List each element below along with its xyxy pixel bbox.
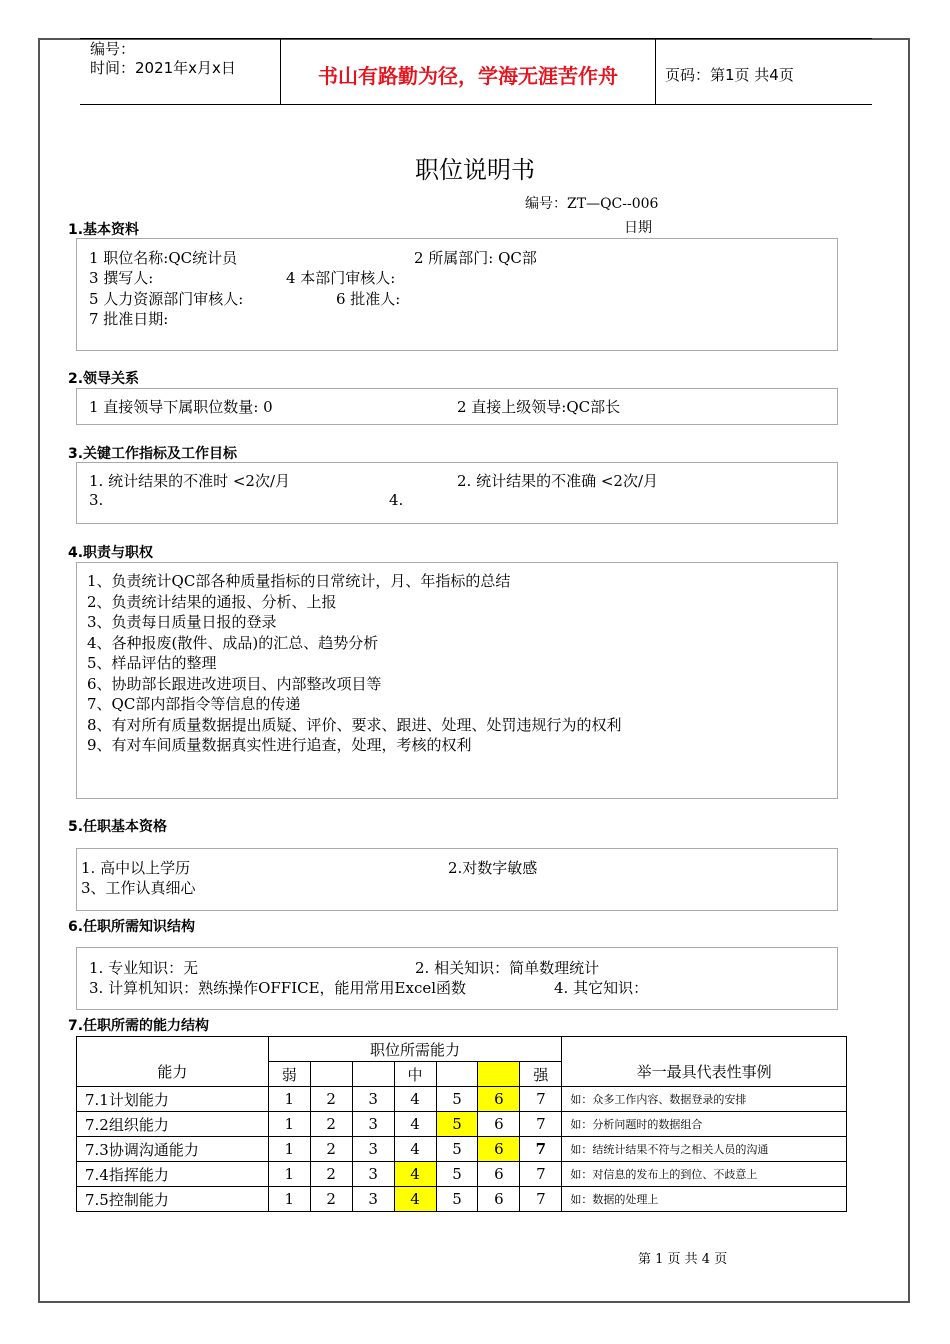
- knowledge-item: 3. 计算机知识：熟练操作OFFICE，能用常用Excel函数: [89, 979, 467, 997]
- level-cell: 7: [520, 1187, 562, 1212]
- scale-mid: 中: [394, 1062, 436, 1087]
- level-cell: 2: [310, 1187, 352, 1212]
- level-cell: 7: [520, 1137, 562, 1162]
- level-cell: 5: [436, 1112, 478, 1137]
- ability-row: [77, 1087, 847, 1112]
- ability-example: 如：对信息的发布上的到位、不歧意上: [562, 1162, 847, 1187]
- ability-name: 7.5控制能力: [77, 1187, 269, 1212]
- level-cell: 7: [520, 1087, 562, 1112]
- level-cell: 6: [478, 1162, 520, 1187]
- level-cell: 2: [310, 1112, 352, 1137]
- header-divider: [280, 38, 281, 104]
- level-cell: 6: [478, 1112, 520, 1137]
- ability-example: 如：众多工作内容、数据登录的安排: [562, 1087, 847, 1112]
- header-left: [90, 40, 236, 78]
- date-label: 日期: [624, 220, 652, 236]
- duty-item: 4、各种报废(散件、成品)的汇总、趋势分析: [87, 634, 379, 652]
- basic-info-box: [76, 238, 838, 351]
- ability-column-header: 能力: [77, 1037, 269, 1087]
- level-cell: 4: [394, 1087, 436, 1112]
- duty-item: 5、样品评估的整理: [87, 654, 217, 672]
- header-bottom-rule: [80, 104, 872, 105]
- kpi-box: [76, 462, 838, 524]
- ability-table: [76, 1036, 847, 1212]
- header-page-info: 页码：第1页 共4页: [665, 66, 794, 84]
- header-divider: [655, 38, 656, 104]
- level-cell: 1: [268, 1187, 310, 1212]
- ability-name: 7.3协调沟通能力: [77, 1137, 269, 1162]
- level-cell: 1: [268, 1162, 310, 1187]
- level-cell: 3: [352, 1112, 394, 1137]
- level-cell: 5: [436, 1162, 478, 1187]
- duty-item: 2、负责统计结果的通报、分析、上报: [87, 593, 337, 611]
- kpi-item: 4.: [389, 491, 404, 509]
- qualification-item: 1. 高中以上学历: [81, 859, 191, 877]
- duty-item: 3、负责每日质量日报的登录: [87, 613, 277, 631]
- position-name: 1 职位名称:QC统计员: [89, 249, 238, 267]
- duty-item: 8、有对所有质量数据提出质疑、评价、要求、跟进、处理、处罚违规行为的权利: [87, 716, 622, 734]
- ability-row: [77, 1137, 847, 1162]
- level-cell: 7: [520, 1162, 562, 1187]
- dept-reviewer: 4 本部门审核人:: [286, 269, 396, 287]
- qualification-item: 3、工作认真细心: [81, 879, 196, 897]
- knowledge-item: 2. 相关知识：简单数理统计: [415, 959, 600, 977]
- section-heading-duties: 4.职责与职权: [68, 545, 154, 561]
- level-cell: 5: [436, 1137, 478, 1162]
- scale-weak: 弱: [268, 1062, 310, 1087]
- level-cell: 4: [394, 1187, 436, 1212]
- level-cell: 4: [394, 1137, 436, 1162]
- number-label: 编号：: [90, 40, 136, 58]
- approval-date: 7 批准日期:: [89, 310, 169, 328]
- level-cell: 3: [352, 1087, 394, 1112]
- ability-row: [77, 1187, 847, 1212]
- footer-page-number: 第 1 页 共 4 页: [638, 1252, 728, 1267]
- section-heading-basic-info: 1.基本资料: [68, 222, 140, 238]
- direct-subordinates: 1 直接领导下属职位数量: 0: [89, 398, 273, 416]
- table-header-row: [77, 1037, 847, 1062]
- ability-example: 如：结统计结果不符与之相关人员的沟通: [562, 1137, 847, 1162]
- section-heading-leadership: 2.领导关系: [68, 371, 140, 387]
- kpi-item: 3.: [89, 491, 104, 509]
- duty-item: 7、QC部内部指令等信息的传递: [87, 695, 301, 713]
- level-cell: 6: [478, 1187, 520, 1212]
- document-number: 编号：ZT—QC--006: [525, 196, 659, 212]
- level-cell: 7: [520, 1112, 562, 1137]
- kpi-item: 2. 统计结果的不准确 <2次/月: [457, 472, 659, 490]
- section-heading-abilities: 7.任职所需的能力结构: [68, 1018, 210, 1034]
- duties-box: [76, 562, 838, 799]
- ability-example: 如：数据的处理上: [562, 1187, 847, 1212]
- knowledge-item: 1. 专业知识：无: [89, 959, 199, 977]
- duty-item: 1、负责统计QC部各种质量指标的日常统计，月、年指标的总结: [87, 572, 511, 590]
- example-column-header: 举一最具代表性事例: [562, 1037, 847, 1087]
- level-cell: 5: [436, 1187, 478, 1212]
- knowledge-item: 4. 其它知识：: [554, 979, 649, 997]
- hr-reviewer: 5 人力资源部门审核人:: [89, 290, 244, 308]
- ability-name: 7.4指挥能力: [77, 1162, 269, 1187]
- time-label: 时间：2021年x月x日: [90, 59, 236, 77]
- ability-example: 如：分析问题时的数据组合: [562, 1112, 847, 1137]
- header-top-rule: [80, 38, 872, 39]
- level-cell: 4: [394, 1112, 436, 1137]
- level-cell: 3: [352, 1162, 394, 1187]
- level-cell: 1: [268, 1137, 310, 1162]
- level-cell: 3: [352, 1187, 394, 1212]
- level-cell: 5: [436, 1087, 478, 1112]
- page-title: 职位说明书: [415, 156, 535, 184]
- duty-item: 9、有对车间质量数据真实性进行追查，处理，考核的权利: [87, 736, 472, 754]
- duty-item: 6、协助部长跟进改进项目、内部整改项目等: [87, 675, 382, 693]
- level-cell: 1: [268, 1087, 310, 1112]
- qualification-item: 2.对数字敏感: [448, 859, 538, 877]
- writer: 3 撰写人:: [89, 269, 154, 287]
- level-cell: 2: [310, 1137, 352, 1162]
- section-heading-qualifications: 5.任职基本资格: [68, 819, 168, 835]
- kpi-item: 1. 统计结果的不准时 <2次/月: [89, 472, 291, 490]
- direct-superior: 2 直接上级领导:QC部长: [457, 398, 621, 416]
- required-ability-header: 职位所需能力: [268, 1037, 562, 1062]
- level-cell: 1: [268, 1112, 310, 1137]
- ability-name: 7.1计划能力: [77, 1087, 269, 1112]
- qualifications-box: [76, 848, 838, 911]
- scale-strong: 强: [520, 1062, 562, 1087]
- ability-row: [77, 1162, 847, 1187]
- ability-name: 7.2组织能力: [77, 1112, 269, 1137]
- ability-row: [77, 1112, 847, 1137]
- department: 2 所属部门: QC部: [414, 249, 537, 267]
- level-cell: 2: [310, 1162, 352, 1187]
- knowledge-box: [76, 947, 838, 1010]
- header-motto: 书山有路勤为径，学海无涯苦作舟: [318, 64, 618, 88]
- section-heading-kpi: 3.关键工作指标及工作目标: [68, 446, 238, 462]
- level-cell: 6: [478, 1137, 520, 1162]
- level-cell: 3: [352, 1137, 394, 1162]
- level-cell: 6: [478, 1087, 520, 1112]
- level-cell: 2: [310, 1087, 352, 1112]
- approver: 6 批准人:: [336, 290, 401, 308]
- level-cell: 4: [394, 1162, 436, 1187]
- leadership-box: [76, 388, 838, 425]
- section-heading-knowledge: 6.任职所需知识结构: [68, 919, 196, 935]
